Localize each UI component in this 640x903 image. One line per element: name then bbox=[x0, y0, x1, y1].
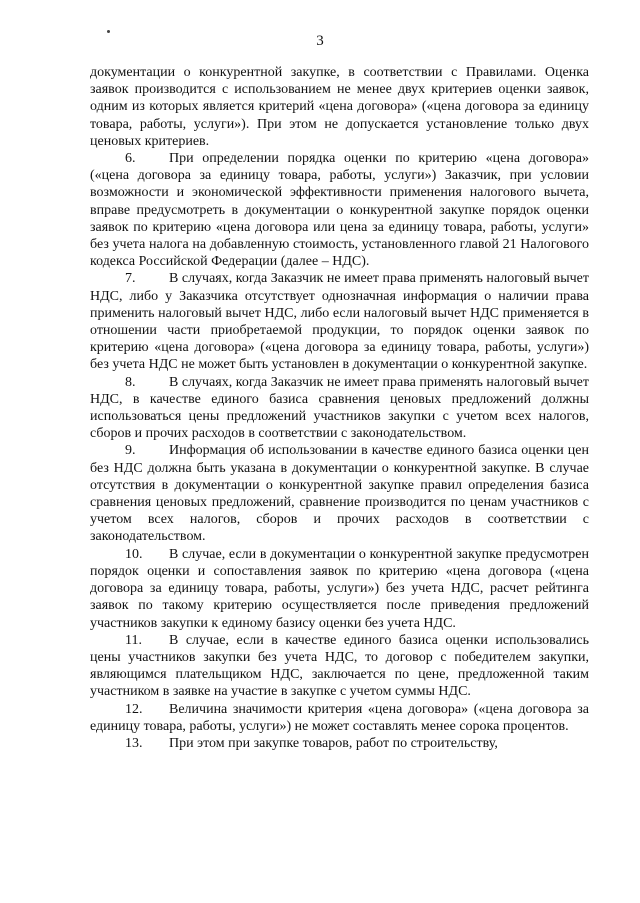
paragraph-number: 10. bbox=[125, 546, 143, 562]
paragraph-number: 11. bbox=[125, 632, 142, 648]
paragraph-8 bbox=[90, 374, 589, 443]
paragraph-number: 6. bbox=[125, 151, 136, 167]
paragraph-13 bbox=[90, 735, 589, 752]
paragraph-text: В случаях, когда Заказчик не имеет права применять налоговый вычет НДС, в качестве единого базиса сравнения ценовых предложений должны использоваться цены предложений участников закупки с учетом всех налогов, сборов и прочих расходов в соответствии с законодательством. bbox=[90, 374, 589, 442]
page-number: 3 bbox=[316, 33, 324, 49]
paragraph-number: 9. bbox=[125, 443, 136, 459]
paragraph-6 bbox=[90, 150, 589, 270]
paragraph-number: 8. bbox=[125, 374, 136, 390]
document-body bbox=[90, 64, 589, 752]
paragraph-9 bbox=[90, 442, 589, 545]
paragraph-10 bbox=[90, 546, 589, 632]
paragraph-text: При определении порядка оценки по критерию «цена договора» («цена договора за единицу товара, работы, услуги») Заказчик, при условии возможности и экономической эффективности применения налогового вычета, вправе предусмотреть в документации о конкурентной закупке порядок оценки заявок по критерию «цена договора или цена за единицу товара, работы, услуги» без учета налога на добавленную стоимость, установленного главой 21 Налогового кодекса Российской Федерации (далее – НДС). bbox=[90, 151, 589, 270]
paragraph-number: 13. bbox=[125, 735, 143, 751]
paragraph-text: документации о конкурентной закупке, в соответствии с Правилами. Оценка заявок производится с использованием не менее двух критериев оценки заявок, одним из которых является критерий «цена договора» («цена договора за единицу товара, работы, услуги»). При этом не допускается установление только двух ценовых критериев. bbox=[90, 65, 589, 149]
paragraph-text: При этом при закупке товаров, работ по строительству, bbox=[169, 735, 498, 751]
paragraph-text: Информация об использовании в качестве единого базиса оценки цен без НДС должна быть указана в документации о конкурентной закупке. В случае отсутствия в документации о конкурентной закупке правил определения базиса сравнения ценовых предложений, сравнение производится по ценам участников с учетом всех налогов, сборов и прочих расходов в соответствии с законодательством. bbox=[90, 443, 589, 545]
paragraph-number: 7. bbox=[125, 271, 136, 287]
paragraph-12 bbox=[90, 701, 589, 735]
paragraph-text: В случае, если в документации о конкурентной закупке предусмотрен порядок оценки и сопоставления заявок по критерию «цена договора («цена договора за единицу товара, работы, услуги») без учета НДС, расчет рейтинга заявок по такому критерию осуществляется после приведения предложений участников закупки к единому базису оценки без учета НДС. bbox=[90, 546, 589, 631]
paragraph-continuation bbox=[90, 64, 589, 150]
paragraph-7 bbox=[90, 270, 589, 373]
paragraph-text: В случаях, когда Заказчик не имеет права применять налоговый вычет НДС, либо у Заказчика отсутствует однозначная информация о наличии права применить налоговый вычет НДС, либо если налоговый вычет НДС применяется в отношении части приобретаемой продукции, то порядок оценки заявок по критерию «цена договора» («цена договора за единицу товара, работы, услуги») без учета НДС не может быть установлен в документации о конкурентной закупке. bbox=[90, 271, 589, 373]
paragraph-text: В случае, если в качестве единого базиса оценки использовались цены участников закупки без учета НДС, то договор с победителем закупки, являющимся плательщиком НДС, заключается по цене, предложенной таким участником в заявке на участие в закупке с учетом суммы НДС. bbox=[90, 632, 589, 700]
paragraph-11 bbox=[90, 632, 589, 701]
paragraph-text: Величина значимости критерия «цена договора» («цена договора за единицу товара, работы, услуги») не может составлять менее сорока процентов. bbox=[90, 701, 589, 734]
paragraph-number: 12. bbox=[125, 701, 143, 717]
